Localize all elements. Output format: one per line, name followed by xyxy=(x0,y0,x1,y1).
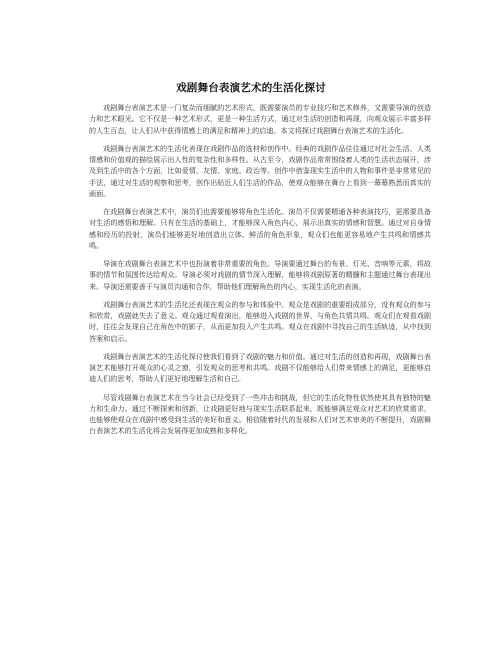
paragraph-4: 导演在戏剧舞台表演艺术中也扮演着非常重要的角色。导演要通过舞台的布景、灯光、音响等元素，将故事的情节和氛围传达给观众。导演必须对戏剧的情节深入理解，能够将戏剧原著的精髓和主题通过舞台表现出来。导演还需要善于与演员沟通和合作，帮助他们理解角色的内心，实现生活化的表演。 xyxy=(89,259,431,291)
paragraph-5: 戏剧舞台表演艺术的生活化还表现在观众的参与和体验中。观众是戏剧的重要组成部分，没有观众的参与和欣赏，戏剧就失去了意义。观众通过观看演出，能够进入戏剧的世界，与角色共情共鸣。观众们在观看戏剧时，往往会发现自己在角色中的影子，从而更加投入产生共鸣。观众在戏剧中寻找自己的生活轨迹，从中找到答案和启示。 xyxy=(89,299,431,343)
paragraph-2: 戏剧舞台表演艺术的生活化表现在戏剧作品的选材和创作中。经典的戏剧作品往往通过对社会生活、人类情感和价值观的描绘展示出人性的复杂性和多样性。从古至今，戏剧作品常常围绕着人类的生活状态展开，涉及到生活中的各个方面，比如爱情、友情、家庭、政治等。创作中借鉴现实生活中的人物和事件是非常常见的手法，通过对生活的观察和思考，创作出贴近人们生活的作品，使观众能够在舞台上看到一幕幕熟悉而真实的画面。 xyxy=(89,143,431,198)
document-title: 戏剧舞台表演艺术的生活化探讨 xyxy=(176,82,326,94)
paragraph-7: 尽管戏剧舞台表演艺术在当今社会已经受到了一些冲击和挑战，但它的生活化特性依然使其具有独特的魅力和生命力。通过不断探索和创新，让戏剧更好地与现实生活联系起来，既能够满足观众对艺术的欣赏需求，也能够使观众在戏剧中感受到生活的美好和意义。相信随着时代的发展和人们对艺术审美的不断提升，戏剧舞台表演艺术的生活化将会发展得更加成熟和多样化。 xyxy=(89,392,431,436)
paragraph-6: 戏剧舞台表演艺术的生活化探讨使我们看到了戏剧的魅力和价值。通过对生活的创造和再现，戏剧舞台表演艺术能够打开观众的心灵之窗，引发观众的思考和共鸣。戏剧不仅能够给人们带来情感上的满足，更能够启迪人们的思考，帮助人们更好地理解生活和自己。 xyxy=(89,351,431,384)
document-body xyxy=(89,102,431,444)
paragraph-3: 在戏剧舞台表演艺术中，演员们也需要能够将角色生活化。演员不仅需要精通各种表演技巧，更需要具备对生活的感悟和理解。只有在生活的基础上，才能够深入角色内心，展示出真实的情感和智慧。通过对自身情感和经历的投射，演员们能够更好地创造出立体、鲜活的角色形象，观众们也能更容易地产生共鸣和情感共鸣。 xyxy=(89,207,431,250)
paragraph-1: 戏剧舞台表演艺术是一门复杂而细腻的艺术形式，既需要演员的专业技巧和艺术修养，又需要导演的创造力和艺术眼光。它不仅是一种艺术形式，更是一种生活方式，通过对生活的创造和再现，向观众展示丰富多样的人生百态，让人们从中获得情感上的满足和精神上的启迪。本文将探讨戏剧舞台表演艺术的生活化。 xyxy=(89,103,431,135)
